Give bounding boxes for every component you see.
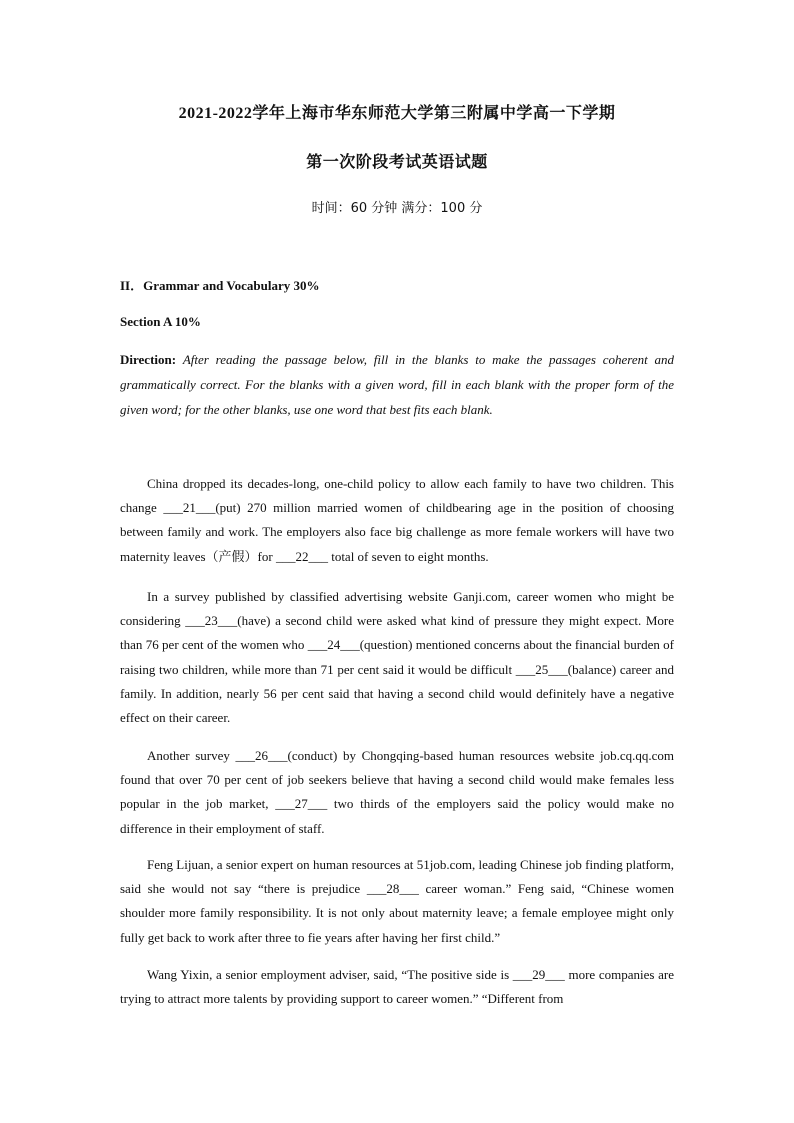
direction-text: After reading the passage below, fill in the blanks to make the passages coherent and grammatically correct. For the blanks with a given word, fill in each blank with the proper form of the given word; for the other blanks, use one word that best fits each blank. (120, 352, 675, 417)
passage-paragraph: Another survey ___26___(conduct) by Chongqing-based human resources website job.cq.qq.com found that over 70 per cent of job seekers believe that having a second child would make females less popular in the job market, ___27___ two thirds of the employers said the policy would make no difference in their employment of staff. (120, 748, 674, 836)
passage-paragraph: Wang Yixin, a senior employment adviser, said, “The positive side is ___29___ more companies are trying to attract more talents by providing support to career women.” “Different from (120, 967, 674, 1007)
passage-paragraph: In a survey published by classified advertising website Ganji.com, career women who might be considering ___23___(have) a second child were asked what kind of pressure they might expect. More than 76 per cent of the women who ___24___(question) mentioned concerns about the financial burden of raising two children, while more than 71 per cent said it would be difficult ___25___(balance) career and family. In addition, nearly 56 per cent said that having a second child would definitely have a negative effect on their career. (120, 589, 674, 726)
passage-paragraph: Feng Lijuan, a senior expert on human resources at 51job.com, leading Chinese job finding platform, said she would not say “there is prejudice ___28___ career woman.” Feng said, “Chinese women shoulder more family responsibility. It is not only about maternity leave; a female employee might only fully get back to work after three to fie years after having her first child.” (120, 857, 674, 945)
direction-block (120, 347, 674, 422)
page-title: 2021-2022学年上海市华东师范大学第三附属中学高一下学期 (178, 105, 616, 122)
exam-info: 时间：60 分钟 满分：100 分 (311, 201, 483, 216)
direction-label: Direction: (120, 352, 177, 367)
part-heading: II．Grammar and Vocabulary 30% (120, 278, 320, 293)
passage-paragraph: China dropped its decades-long, one-child policy to allow each family to have two children. This change ___21___(put) 270 million married women of childbearing age in the position of choosing between family and work. The employers also face big challenge as more female workers will have two maternity leaves（产假）for ___22___ total of seven to eight months. (120, 476, 674, 564)
section-heading: Section A 10% (120, 314, 201, 329)
page-subtitle: 第一次阶段考试英语试题 (306, 154, 488, 171)
